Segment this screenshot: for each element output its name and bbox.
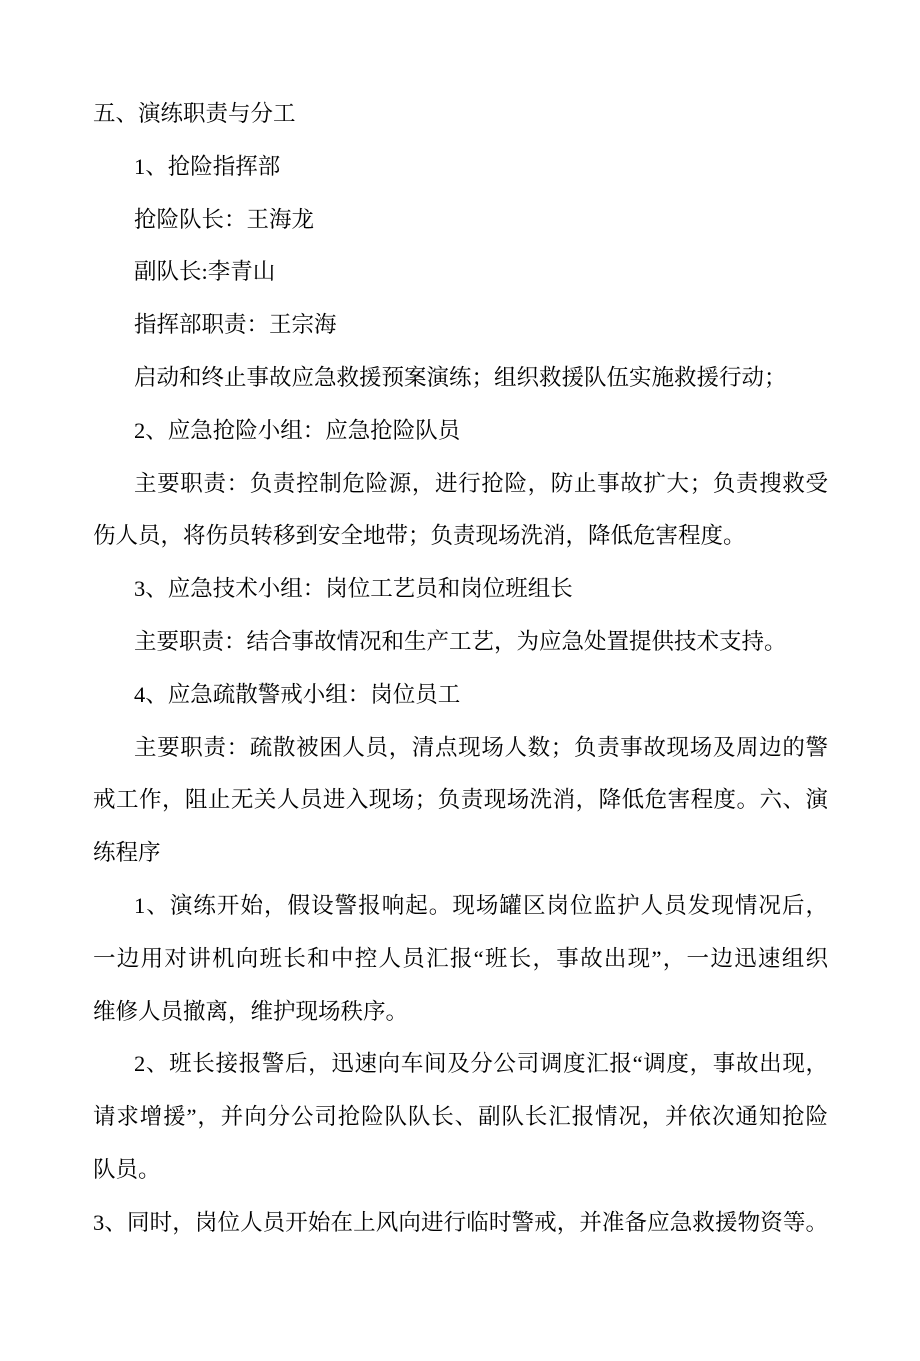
text-line: 戒工作，阻止无关人员进入现场；负责现场洗消，降低危害程度。六、演 <box>93 787 828 813</box>
text-line: 练程序 <box>93 840 161 866</box>
text-line: 1、演练开始，假设警报响起。现场罐区岗位监护人员发现情况后， <box>134 892 828 918</box>
item-2-duty <box>93 458 828 564</box>
document-content <box>93 88 828 1250</box>
text-line: 队员。 <box>93 1156 161 1182</box>
item-1-heading <box>93 141 828 194</box>
text-line: 2、应急抢险小组：应急抢险队员 <box>134 417 461 443</box>
text-line: 请求增援”，并向分公司抢险队队长、副队长汇报情况，并依次通知抢险 <box>93 1104 828 1130</box>
text-line: 一边用对讲机向班长和中控人员汇报“班长，事故出现”，一边迅速组织 <box>93 945 828 971</box>
item-2-heading <box>93 405 828 458</box>
text-line: 维修人员撤离，维护现场秩序。 <box>93 998 409 1024</box>
text-line: 指挥部职责：王宗海 <box>134 312 337 338</box>
procedure-step-3 <box>93 1197 828 1250</box>
text-line: 抢险队长：王海龙 <box>134 206 315 232</box>
text-line: 2、班长接报警后，迅速向车间及分公司调度汇报“调度，事故出现， <box>134 1051 828 1077</box>
item-4-heading <box>93 669 828 722</box>
item-4-duty-and-section-6-heading <box>93 722 828 880</box>
text-line: 4、应急疏散警戒小组：岗位员工 <box>134 681 461 707</box>
text-line: 3、应急技术小组：岗位工艺员和岗位班组长 <box>134 576 573 602</box>
command-post-duty-detail <box>93 352 828 405</box>
text-line: 1、抢险指挥部 <box>134 153 281 179</box>
rescue-team-leader <box>93 194 828 247</box>
text-line: 主要职责：结合事故情况和生产工艺，为应急处置提供技术支持。 <box>134 628 787 654</box>
text-line: 启动和终止事故应急救援预案演练；组织救援队伍实施救援行动； <box>134 364 787 390</box>
section-5-heading <box>93 88 828 141</box>
procedure-step-2 <box>93 1038 828 1196</box>
text-line: 五、演练职责与分工 <box>93 101 296 126</box>
deputy-team-leader <box>93 246 828 299</box>
item-3-heading <box>93 563 828 616</box>
item-3-duty <box>93 616 828 669</box>
text-line: 伤人员，将伤员转移到安全地带；负责现场洗消，降低危害程度。 <box>93 523 746 549</box>
command-post-duty <box>93 299 828 352</box>
text-line: 主要职责：疏散被困人员，清点现场人数；负责事故现场及周边的警 <box>134 734 828 760</box>
text-line: 3、同时，岗位人员开始在上风向进行临时警戒，并准备应急救援物资等。 <box>93 1209 828 1235</box>
procedure-step-1 <box>93 880 828 1038</box>
text-line: 副队长:李青山 <box>134 259 276 285</box>
text-line: 主要职责：负责控制危险源，进行抢险，防止事故扩大；负责搜救受 <box>134 470 828 496</box>
